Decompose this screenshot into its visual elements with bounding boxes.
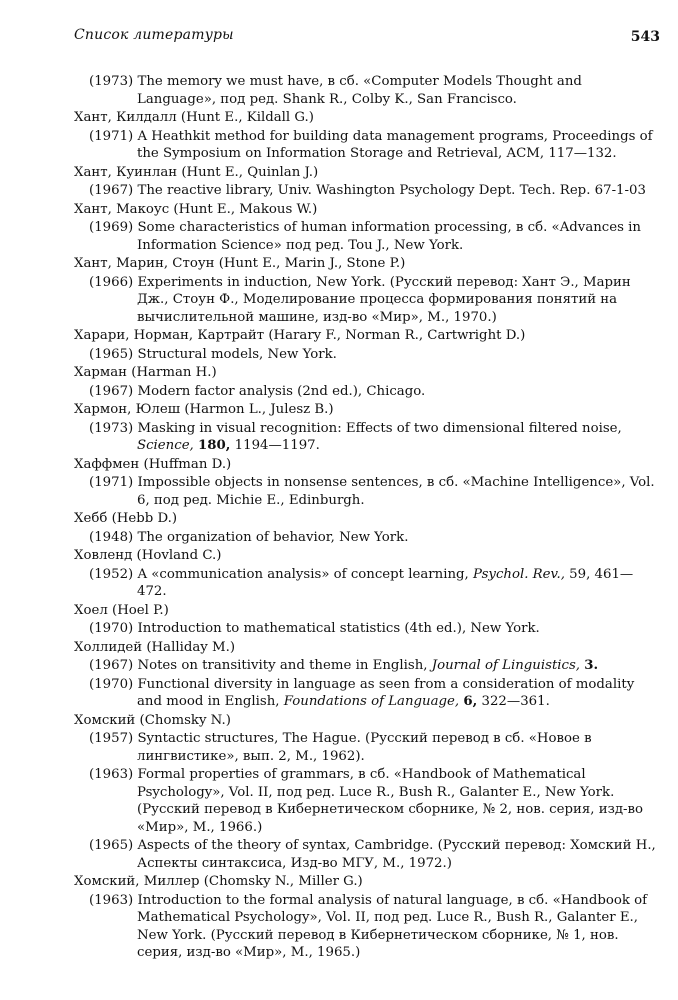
author-heading: Хант, Макоус (Hunt E., Makous W.) (74, 201, 318, 217)
bibliography-entry (74, 676, 660, 711)
bibliography-list (74, 73, 660, 963)
entry-text: Modern factor analysis (2nd ed.), Chicago. (137, 383, 426, 399)
entry-year: (1970) (89, 621, 134, 636)
entry-year: (1966) (89, 274, 134, 290)
bibliography-entry (74, 620, 660, 638)
entry-year: (1963) (89, 892, 134, 908)
bibliography-entry (74, 529, 660, 547)
entry-text: Experiments in induction, New York. (Русский перевод: Хант Э., Марин Дж., Стоун Ф., Моделирование процесса формирования понятий на вычислительной машине, изд-во «Мир», М., 1970.) (137, 274, 631, 325)
entry-journal: Foundations of Language, (283, 694, 460, 709)
entry-text: The memory we must have, в сб. «Computer Models Thought and Language», под ред. Shank R., Colby K., San Francisco. (137, 74, 582, 107)
author-heading: Харман (Harman H.) (74, 365, 217, 380)
entry-year: (1965) (89, 346, 134, 362)
entry-year: (1948) (89, 529, 134, 545)
entry-volume: 3. (584, 658, 599, 673)
bibliography-entry (74, 219, 660, 254)
entry-pages: 59, 461—472. (137, 566, 634, 599)
entry-year: (1963) (89, 767, 134, 782)
author-heading: Харари, Норман, Картрайт (Harary F., Norman R., Cartwright D.) (74, 328, 526, 343)
bibliography-entry (74, 182, 660, 200)
author-heading: Хант, Килдалл (Hunt E., Kildall G.) (74, 110, 314, 125)
author-heading: Хебб (Hebb D.) (74, 511, 178, 526)
bibliography-entry (74, 657, 660, 675)
entry-text: A «communication analysis» of concept learning, (137, 566, 469, 582)
entry-pages: 322—361. (481, 694, 550, 709)
bibliography-entry (74, 128, 660, 163)
entry-volume: 180, (198, 438, 231, 453)
bibliography-entry (74, 420, 660, 455)
author-heading: Ховленд (Hovland C.) (74, 548, 222, 563)
entry-journal: Psychol. Rev., (473, 566, 565, 582)
bibliography-entry (74, 566, 660, 601)
entry-text: Aspects of the theory of syntax, Cambridge. (Русский перевод: Хомский Н., Аспекты синтаксиса, Изд-во МГУ, М., 1972.) (137, 838, 656, 871)
entry-year: (1967) (89, 658, 134, 673)
entry-year: (1965) (89, 838, 134, 853)
entry-year: (1973) (89, 420, 134, 436)
bibliography-entry (74, 837, 660, 872)
entry-text: A Heathkit method for building data management programs, Proceedings of the Symposium on Information Storage and Retrieval, ACM, 117—132. (137, 128, 653, 161)
bibliography-entry (74, 766, 660, 836)
bibliography-entry (74, 892, 660, 962)
entry-text: Structural models, New York. (137, 346, 337, 362)
author-heading: Хоел (Hoel P.) (74, 602, 169, 618)
entry-text: Masking in visual recognition: Effects of two dimensional filtered noise, (137, 420, 622, 436)
bibliography-entry (74, 73, 660, 108)
entry-text: The reactive library, Univ. Washington Psychology Dept. Tech. Rep. 67-1-03 (137, 183, 646, 198)
entry-year: (1970) (89, 676, 134, 692)
entry-volume: 6, (463, 694, 478, 709)
entry-year: (1969) (89, 220, 134, 235)
bibliography-entry (74, 383, 660, 401)
page-header (74, 27, 660, 49)
entry-journal: Science, (137, 438, 194, 453)
entry-text: Syntactic structures, The Hague. (Русский перевод в сб. «Новое в лингвистике», вып. 2, М., 1962). (137, 731, 592, 764)
entry-year: (1967) (89, 183, 134, 198)
page-number: 543 (630, 29, 660, 45)
entry-year: (1957) (89, 731, 134, 746)
entry-pages: 1194—1197. (234, 438, 320, 453)
entry-text: Notes on transitivity and theme in English, (137, 658, 428, 673)
bibliography-entry (74, 346, 660, 364)
entry-year: (1973) (89, 74, 134, 89)
entry-journal: Journal of Linguistics, (431, 658, 581, 673)
entry-year: (1952) (89, 566, 134, 582)
entry-text: The organization of behavior, New York. (137, 529, 409, 545)
entry-text: Impossible objects in nonsense sentences, в сб. «Machine Intelligence», Vol. 6, под ред. Michie E., Edinburgh. (137, 475, 655, 508)
entry-text: Some characteristics of human information processing, в сб. «Advances in Information Science» под ред. Tou J., New York. (137, 220, 641, 253)
author-heading: Хомский, Миллер (Chomsky N., Miller G.) (74, 874, 363, 889)
entry-text: Functional diversity in language as seen from a consideration of modality and mood in English, (137, 676, 635, 709)
author-heading: Хант, Марин, Стоун (Hunt E., Marin J., Stone P.) (74, 256, 406, 271)
entry-year: (1971) (89, 128, 134, 144)
author-heading: Хомский (Chomsky N.) (74, 712, 231, 728)
author-heading: Хармон, Юлеш (Harmon L., Julesz B.) (74, 402, 334, 417)
author-heading: Холлидей (Halliday M.) (74, 639, 236, 655)
entry-year: (1967) (89, 383, 134, 399)
bibliography-entry (74, 730, 660, 765)
author-heading: Хаффмен (Huffman D.) (74, 456, 232, 472)
running-title: Список литературы (74, 27, 234, 43)
entry-text: Formal properties of grammars, в сб. «Handbook of Mathematical Psychology», Vol. II, под ред. Luce R., Bush R., Galanter E., New York. (Русский перевод в Кибернетическом сборнике, № 2, нов. серия, изд-во «Мир», М., 1966.) (137, 767, 644, 835)
entry-text: Introduction to mathematical statistics (4th ed.), New York. (137, 621, 540, 636)
entry-text: Introduction to the formal analysis of natural language, в сб. «Handbook of Mathematical Psychology», Vol. II, под ред. Luce R., Bush R., Galanter E., New York. (Русский перевод в Кибернетическом сборнике, № 1, нов. серия, изд-во «Мир», М., 1965.) (137, 892, 648, 960)
entry-year: (1971) (89, 475, 134, 490)
author-heading: Хант, Куинлан (Hunt E., Quinlan J.) (74, 164, 319, 180)
bibliography-entry (74, 274, 660, 327)
bibliography-entry (74, 474, 660, 509)
